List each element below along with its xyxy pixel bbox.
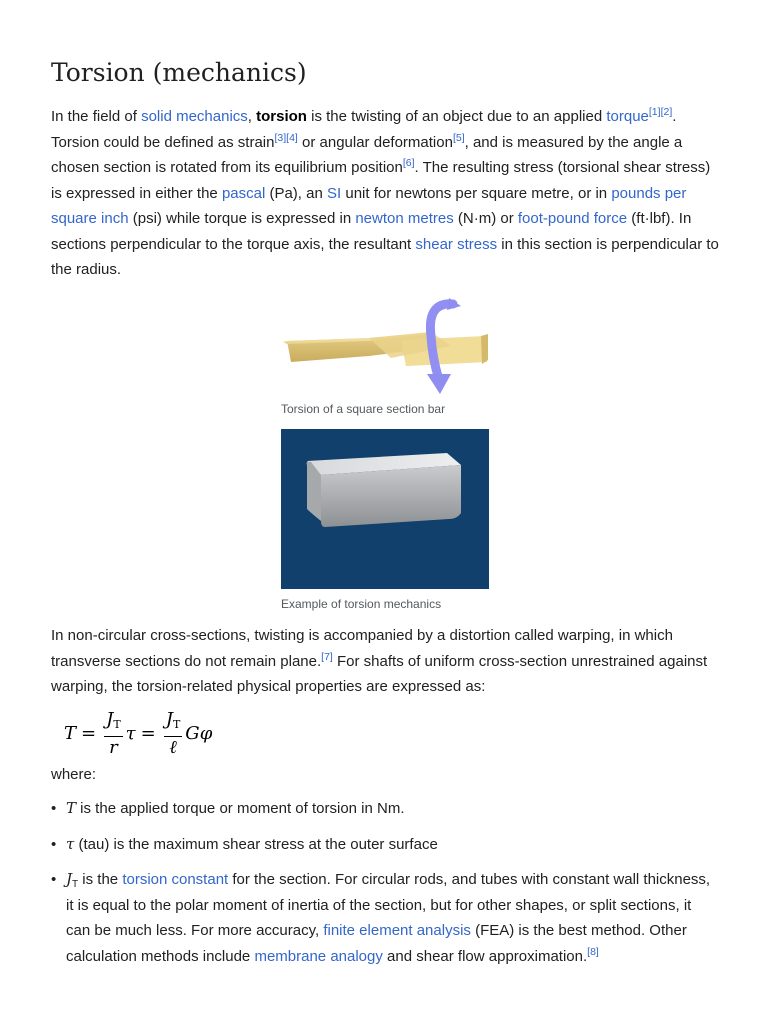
link-shear-stress[interactable]: shear stress [415,235,498,253]
figure-caption-example: Example of torsion mechanics [281,597,442,611]
link-torsion-constant[interactable]: torsion constant [122,871,229,888]
list-item: • τ (tau) is the maximum shear stress at the outer surface [51,832,719,858]
rotation-arrowhead-icon [427,374,451,394]
page-title: Torsion (mechanics) [51,58,307,87]
ref-3-4[interactable]: [3][4] [274,131,298,144]
link-si[interactable]: SI [327,184,342,202]
link-pascal[interactable]: pascal [221,184,266,202]
link-torque[interactable]: torque [606,108,649,125]
warping-paragraph: In non-circular cross-sections, twisting is accompanied by a distortion called warping, in which transverse sections do not remain plane.[7] For shafts of uniform cross-section unrestrained against warping, the torsion-related physical properties are expressed as: [51,627,708,695]
torsion-bar-3d-figure[interactable] [281,429,489,589]
link-foot-pound-force[interactable]: foot-pound force [517,210,628,227]
bar-long-face [321,465,461,527]
figure-caption-square-bar: Torsion of a square section bar [281,402,446,416]
bar-right-end [481,334,488,364]
ref-5[interactable]: [5] [452,131,465,144]
fraction-jt-over-ell: $\frac{J_T}{\text{ℓ}}$ [165,709,181,758]
link-newton-metres[interactable]: newton metres [355,210,454,227]
ref-1-2[interactable]: [1][2] [648,106,673,118]
link-pounds-per-square-inch[interactable]: pounds per square inch [51,184,687,227]
list-item: • $J_T$ is the torsion constant for the section. For circular rods, and tubes with constant wall thickness, it is equal to the polar moment of inertia of the section, but for other shapes, or split sections, it can be much less. For more accuracy, finite element analysis (FEA) is the best method. Other calculation methods include membrane analogy and shear flow approximation.[8] [51,867,719,969]
link-finite-element-analysis[interactable]: finite element analysis [323,922,471,939]
ref-6[interactable]: [6] [402,157,415,169]
definitions-list [51,796,719,979]
term-torsion: torsion [256,108,307,125]
ref-7[interactable]: [7] [321,650,333,663]
list-item: • T is the applied torque or moment of torsion in Nm. [51,796,719,822]
fraction-jt-over-r: $\frac{J_T}{r}$ [106,709,121,758]
intro-paragraph: In the field of solid mechanics, torsion is the twisting of an object due to an applied torque[1][2]. Torsion could be defined as strain[3][4] or angular deformation[5], and is measured by the angle a chosen section is rotated from its equilibrium position[6]. The resulting stress (torsional shear stress) is expressed in either the pascal (Pa), an SI unit for newtons per square metre, or in pounds per square inch (psi) while torque is expressed in newton metres (N·m) or foot-pound force (ft·lbf). In sections perpendicular to the torque axis, the resultant shear stress in this section is perpendicular to the radius. [51,106,719,278]
where-label: where: [51,766,97,783]
link-membrane-analogy[interactable]: membrane analogy [254,947,383,965]
twisted-bar-figure[interactable] [281,296,491,396]
torsion-formula: T = $\frac{J_T}{r}$ τ = $\frac{J_T}{\text{ℓ}}$ G φ [64,709,213,758]
link-solid-mechanics[interactable]: solid mechanics [141,108,248,125]
ref-8[interactable]: [8] [587,945,599,958]
